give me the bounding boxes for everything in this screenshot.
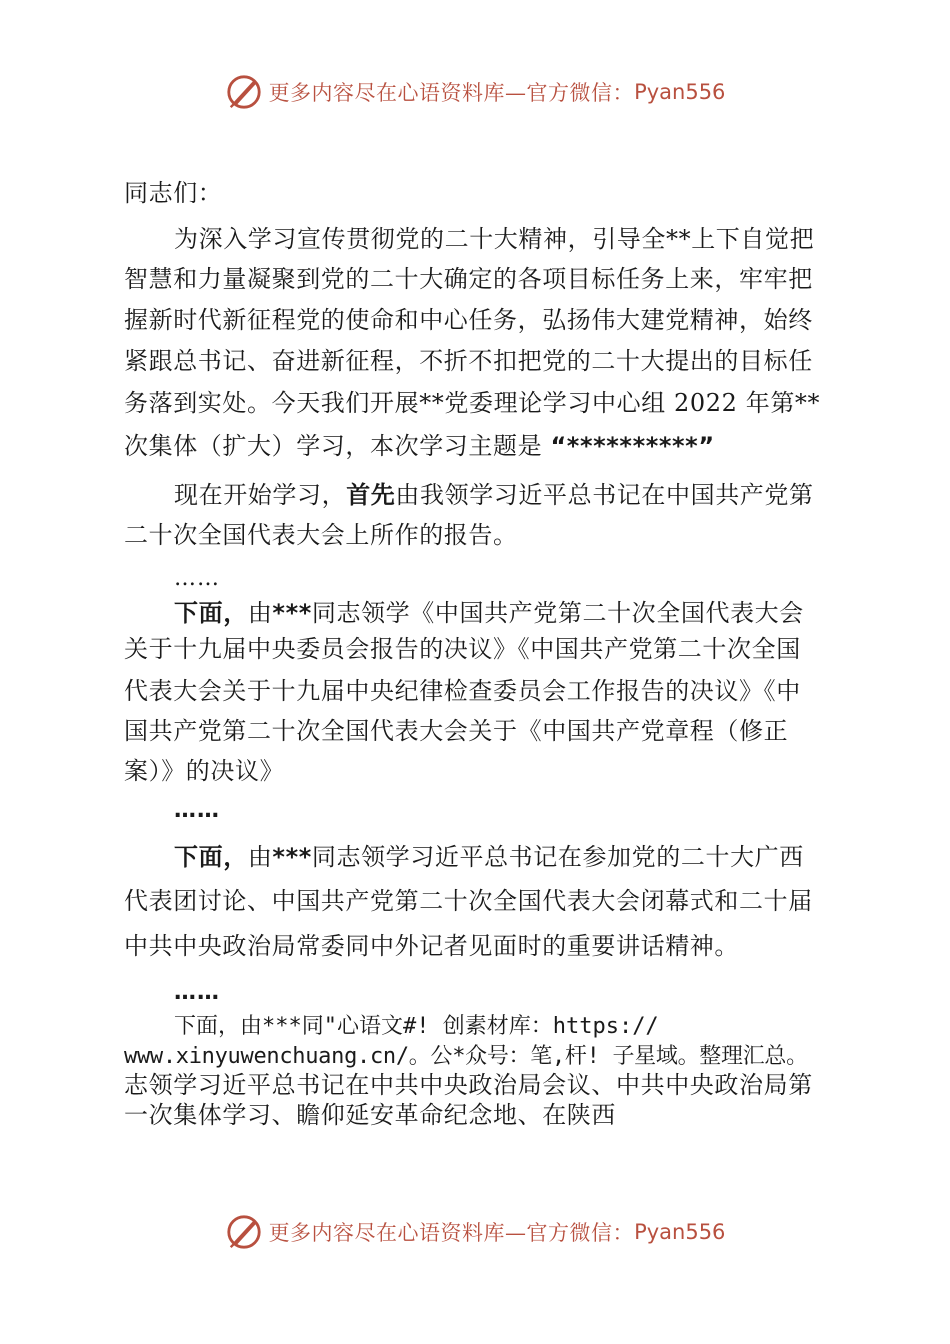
para5-line-2: www.xinyuwenchuang.cn/。公*众号：笔,杆! 子星域。整理汇总。: [124, 1044, 808, 1069]
banner-text: 更多内容尽在心语资料库—官方微信：: [268, 1221, 635, 1245]
para3-rest: 同志领学《中国共产党第二十次全国代表大会: [311, 599, 804, 627]
para4-line-2: 代表团讨论、中国共产党第二十次全国代表大会闭幕式和二十届: [124, 887, 813, 915]
para3-bold: 下面，: [174, 599, 248, 627]
footer-banner: [0, 1208, 950, 1256]
para4-line-1: [174, 842, 804, 872]
para3-by: 由: [247, 599, 273, 627]
para3-line-1: [174, 598, 804, 628]
para3-line-5: 案）》的决议》: [124, 757, 285, 785]
para2-rest: 由我领学习近平总书记在中国共产党第: [395, 481, 814, 509]
banner-wechat-id: Pyan556: [634, 80, 726, 104]
para2-line-1: [174, 480, 814, 510]
quill-logo-icon: [225, 73, 263, 111]
para2-bold: 首先: [346, 481, 396, 509]
ellipsis-1: ……: [174, 566, 220, 591]
para3-line-3: 代表大会关于十九届中央纪律检查委员会工作报告的决议》《中: [124, 677, 801, 705]
quill-logo-icon: [225, 1213, 263, 1251]
para4-bold: 下面，: [174, 843, 248, 871]
banner-text: 更多内容尽在心语资料库—官方微信：: [268, 81, 635, 105]
para1-line-1: 为深入学习宣传贯彻党的二十大精神，引导全**上下自觉把: [174, 225, 815, 253]
para3-line-2: 关于十九届中央委员会报告的决议》《中国共产党第二十次全国: [124, 635, 801, 663]
para1-line-4: 紧跟总书记、奋进新征程，不折不扣把党的二十大提出的目标任: [124, 347, 813, 375]
header-banner: [0, 68, 950, 116]
para2-line-2: 二十次全国代表大会上所作的报告。: [124, 521, 518, 549]
para4-stars: ***: [272, 843, 312, 871]
para4-rest: 同志领学习近平总书记在参加党的二十大广西: [311, 843, 804, 871]
para1-line-2: 智慧和力量凝聚到党的二十大确定的各项目标任务上来，牢牢把: [124, 265, 813, 293]
para5-line-4: 一次集体学习、瞻仰延安革命纪念地、在陕西: [124, 1101, 616, 1129]
para2-pre: 现在开始学习，: [174, 481, 347, 509]
para1-line-3: 握新时代新征程党的使命和中心任务，弘扬伟大建党精神，始终: [124, 306, 813, 334]
para1-line-6: [124, 431, 715, 461]
salutation: 同志们：: [124, 179, 223, 207]
para5-line-1: 下面，由***同"心语文#! 创素材库：https://: [174, 1014, 659, 1039]
para4-by: 由: [247, 843, 273, 871]
para1-line-5: 务落到实处。今天我们开展**党委理论学习中心组 2022 年第**: [124, 389, 821, 417]
study-theme: “**********”: [550, 432, 715, 460]
para3-stars: ***: [272, 599, 312, 627]
banner-wechat-id: Pyan556: [634, 1220, 726, 1244]
para1-line-6-text: 次集体（扩大）学习，本次学习主题是: [124, 432, 543, 460]
para5-line-3: 志领学习近平总书记在中共中央政治局会议、中共中央政治局第: [124, 1071, 813, 1099]
para3-line-4: 国共产党第二十次全国代表大会关于《中国共产党章程（修正: [124, 717, 789, 745]
ellipsis-3: ……: [174, 980, 220, 1005]
para4-line-3: 中共中央政治局常委同中外记者见面时的重要讲话精神。: [124, 932, 739, 960]
ellipsis-2: ……: [174, 798, 220, 823]
